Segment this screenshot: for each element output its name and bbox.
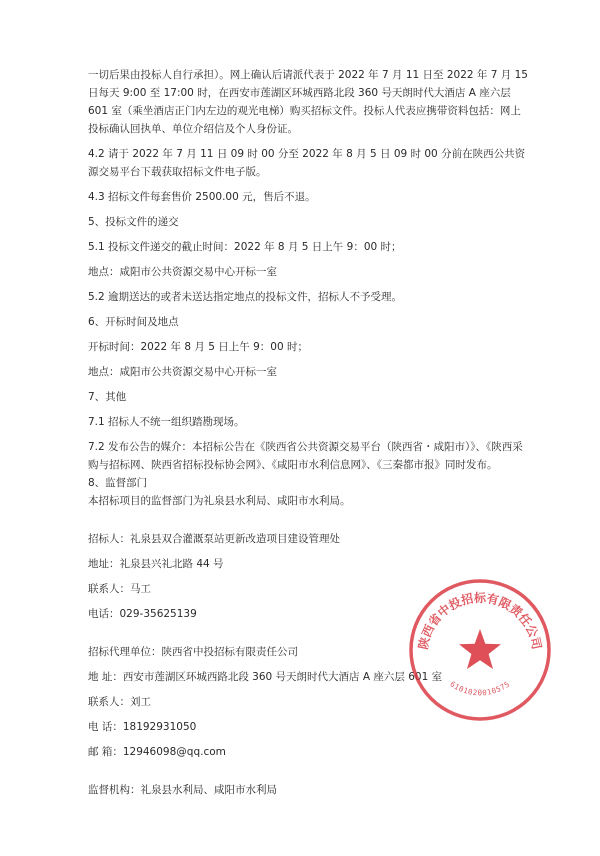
paragraph-7-2: 7.2 发布公告的媒介：本招标公告在《陕西省公共资源交易平台（陕西省・咸阳市）》、《陕西采购与招标网、陕西省招标投标协会网》、《咸阳市水利信息网》、《三秦都市报》同时发布。 xyxy=(88,441,523,471)
paragraph-6-location: 地点：咸阳市公共资源交易中心开标一室 xyxy=(88,366,277,378)
paragraph-5-1-location: 地点：咸阳市公共资源交易中心开标一室 xyxy=(88,266,277,278)
paragraph-purchase-info: 一切后果由投标人自行承担）。网上确认后请派代表于 2022 年 7 月 11 日至 2022 年 7 月 15 日每天 9:00 至 17:00 时，在西安市莲湖区环城西路北段 360 号天朗时代大酒店 A 座六层 601 室（乘坐酒店正门内左边的观光电梯）购买招标文件。投标人代表应携带资料包括：网上投标确认回执单、单位介绍信及个人身份证。 xyxy=(88,69,528,135)
paragraph-8: 本招标项目的监督部门为礼泉县水利局、咸阳市水利局。 xyxy=(88,495,351,507)
heading-5: 5、投标文件的递交 xyxy=(88,216,179,228)
paragraph-5-1: 5.1 投标文件递交的截止时间：2022 年 8 月 5 日上午 9：00 时； xyxy=(88,241,402,253)
agent-email: 邮 箱：12946098@qq.com xyxy=(88,746,226,758)
agent-contact: 联系人：刘工 xyxy=(88,696,151,708)
heading-7: 7、其他 xyxy=(88,391,127,403)
tenderer-name: 招标人：礼泉县双合灌溉泵站更新改造项目建设管理处 xyxy=(88,533,340,545)
tenderer-address: 地址：礼泉县兴礼北路 44 号 xyxy=(88,558,224,570)
tenderer-phone: 电话：029-35625139 xyxy=(88,608,197,620)
supervisor-line: 监督机构：礼泉县水利局、咸阳市水利局 xyxy=(88,784,277,796)
agent-address: 地 址：西安市莲湖区环城西路北段 360 号天朗时代大酒店 A 座六层 601 室 xyxy=(88,671,443,683)
seal-number: 6101020010575 xyxy=(448,679,512,698)
company-seal-stamp xyxy=(405,575,555,725)
tenderer-contact: 联系人：马工 xyxy=(88,583,151,595)
heading-6: 6、开标时间及地点 xyxy=(88,316,179,328)
heading-8: 8、监督部门 xyxy=(88,477,148,489)
paragraph-4-2: 4.2 请于 2022 年 7 月 11 日 09 时 00 分至 2022 年 8 月 5 日 09 时 00 分前在陕西公共资源交易平台下载获取招标文件电子版。 xyxy=(88,148,526,178)
paragraph-7-1: 7.1 招标人不统一组织踏勘现场。 xyxy=(88,416,245,428)
agent-phone: 电 话：18192931050 xyxy=(88,721,197,733)
paragraph-4-3: 4.3 招标文件每套售价 2500.00 元，售后不退。 xyxy=(88,191,316,203)
seal-arc-text: 陕西省中投招标有限责任公司 xyxy=(416,591,544,651)
paragraph-5-2: 5.2 逾期送达的或者未送达指定地点的投标文件，招标人不予受理。 xyxy=(88,291,403,303)
paragraph-6-time: 开标时间：2022 年 8 月 5 日上午 9：00 时； xyxy=(88,341,308,353)
agent-name: 招标代理单位：陕西省中投招标有限责任公司 xyxy=(88,646,298,658)
seal-star-icon xyxy=(459,629,501,669)
